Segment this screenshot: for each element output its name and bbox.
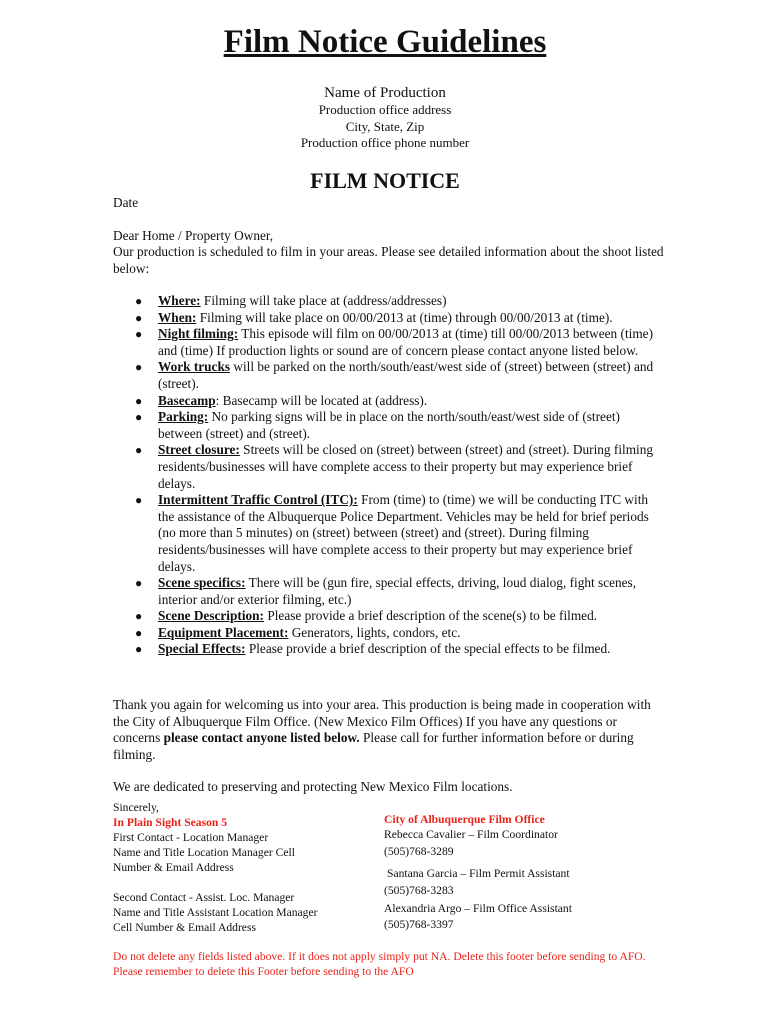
film-office-contact-2: Santana Garcia – Film Permit Assistant	[387, 867, 570, 880]
item-label: Special Effects:	[158, 641, 246, 657]
footer-note: Do not delete any fields listed above. If it does not apply simply put NA. Delete this footer before sending to AFO. Please remember to delete this Footer before sending to the AFO	[113, 950, 646, 978]
list-item	[113, 310, 663, 327]
show-name: In Plain Sight Season 5	[113, 816, 228, 829]
bullet-icon: ●	[135, 642, 143, 657]
second-contact-number: Cell Number & Email Address	[113, 921, 256, 934]
list-item	[113, 393, 663, 410]
production-contacts	[113, 800, 363, 935]
list-item	[113, 359, 663, 392]
list-item	[113, 326, 663, 359]
bullet-icon: ●	[135, 393, 143, 408]
item-label: Parking:	[158, 409, 209, 425]
film-office-contact-1: Rebecca Cavalier – Film Coordinator	[384, 828, 558, 841]
bullet-icon: ●	[135, 310, 143, 325]
item-text: will be parked on the north/south/east/west side of (street) between (street) and (street).	[158, 359, 654, 391]
list-item	[113, 625, 663, 642]
item-label: Basecamp	[158, 392, 216, 408]
film-office-name: City of Albuquerque Film Office	[384, 813, 545, 826]
item-text: Please provide a brief description of the scene(s) to be filmed.	[264, 608, 598, 624]
date-line: Date	[113, 195, 139, 210]
item-label: Night filming:	[158, 326, 239, 342]
bullet-icon: ●	[135, 327, 143, 342]
production-phone: Production office phone number	[300, 135, 470, 150]
dedication-line: We are dedicated to preserving and protecting New Mexico Film locations.	[113, 779, 513, 794]
item-text: There will be (gun fire, special effects, driving, loud dialog, fight scenes, interior and/or exterior filming, etc.)	[158, 575, 637, 607]
item-label: Street closure:	[158, 442, 240, 458]
closing-text-1: Thank you again for welcoming us into your area. This production is being made in cooperation with the City of Albuquerque Film Office. (New Mexico Film Offices) If you have any questions or concerns	[113, 697, 651, 746]
film-office-phone-1: (505)768-3289	[384, 845, 454, 858]
list-item	[113, 293, 663, 310]
production-header	[0, 84, 770, 152]
item-label: Intermittent Traffic Control (ITC):	[158, 492, 358, 508]
document-title: Film Notice Guidelines	[223, 24, 547, 60]
closing-emphasis: please contact anyone listed below.	[163, 730, 360, 746]
first-contact-name: Name and Title Location Manager Cell	[113, 846, 295, 859]
item-text: This episode will film on 00/00/2013 at (time) till 00/00/2013 between (time) and (time) If production lights or sound are of concern please contact anyone listed below.	[158, 326, 654, 358]
item-text: From (time) to (time) we will be conducting ITC with the assistance of the Albuquerque Police Department. Vehicles may be held for brief periods (no more than 5 minutes) on (street) between (street) and (street). During filming residents/businesses will have complete access to their property but may experience brief delays.	[158, 492, 649, 574]
item-label: When:	[158, 309, 197, 325]
intro-paragraph: Our production is scheduled to film in your areas. Please see detailed information about the shoot listed below:	[113, 244, 664, 276]
first-contact-number: Number & Email Address	[113, 861, 234, 874]
film-office-phone-2: (505)768-3283	[384, 884, 454, 897]
item-text: Filming will take place on 00/00/2013 at (time) through 00/00/2013 at (time).	[196, 309, 613, 325]
item-text: : Basecamp will be located at (address).	[215, 392, 428, 408]
production-address: Production office address	[318, 102, 452, 117]
notice-heading: FILM NOTICE	[310, 168, 460, 193]
closing-paragraph	[113, 697, 663, 763]
item-label: Equipment Placement:	[158, 624, 289, 640]
production-city-state-zip: City, State, Zip	[345, 118, 425, 134]
production-name: Name of Production	[324, 85, 446, 101]
bullet-icon: ●	[135, 576, 143, 591]
film-office-phone-3: (505)768-3397	[384, 918, 454, 931]
details-list	[113, 293, 663, 658]
list-item	[113, 492, 663, 575]
item-label: Scene Description:	[158, 608, 264, 624]
first-contact-title: First Contact - Location Manager	[113, 831, 269, 844]
bullet-icon: ●	[135, 443, 143, 458]
list-item	[113, 608, 663, 625]
second-contact-title: Second Contact - Assist. Loc. Manager	[113, 891, 295, 904]
item-text: Streets will be closed on (street) between (street) and (street). During filming residents/businesses will have complete access to their property but may experience brief delays.	[158, 442, 654, 491]
item-text: No parking signs will be in place on the north/south/east/west side of (street) between (street) and (street).	[158, 409, 620, 441]
bullet-icon: ●	[135, 609, 143, 624]
list-item	[113, 409, 663, 442]
salutation: Dear Home / Property Owner,	[113, 228, 274, 243]
film-office-contact-3: Alexandria Argo – Film Office Assistant	[384, 902, 572, 915]
item-label: Work trucks	[158, 359, 231, 375]
item-text: Please provide a brief description of the special effects to be filmed.	[245, 641, 611, 657]
item-text: Filming will take place at (address/addresses)	[200, 293, 447, 308]
sincerely: Sincerely,	[113, 801, 159, 814]
closing-text-2: Please call for further information before or during filming.	[113, 730, 634, 762]
bullet-icon: ●	[135, 360, 143, 375]
item-label: Where:	[158, 293, 201, 308]
list-item	[113, 442, 663, 492]
second-contact-name: Name and Title Assistant Location Manager	[113, 906, 318, 919]
bullet-icon: ●	[135, 294, 143, 308]
list-item	[113, 575, 663, 608]
item-text: Generators, lights, condors, etc.	[288, 624, 461, 640]
bullet-icon: ●	[135, 625, 143, 640]
bullet-icon: ●	[135, 410, 143, 425]
list-item	[113, 641, 663, 658]
item-label: Scene specifics:	[158, 575, 246, 591]
bullet-icon: ●	[135, 493, 143, 508]
